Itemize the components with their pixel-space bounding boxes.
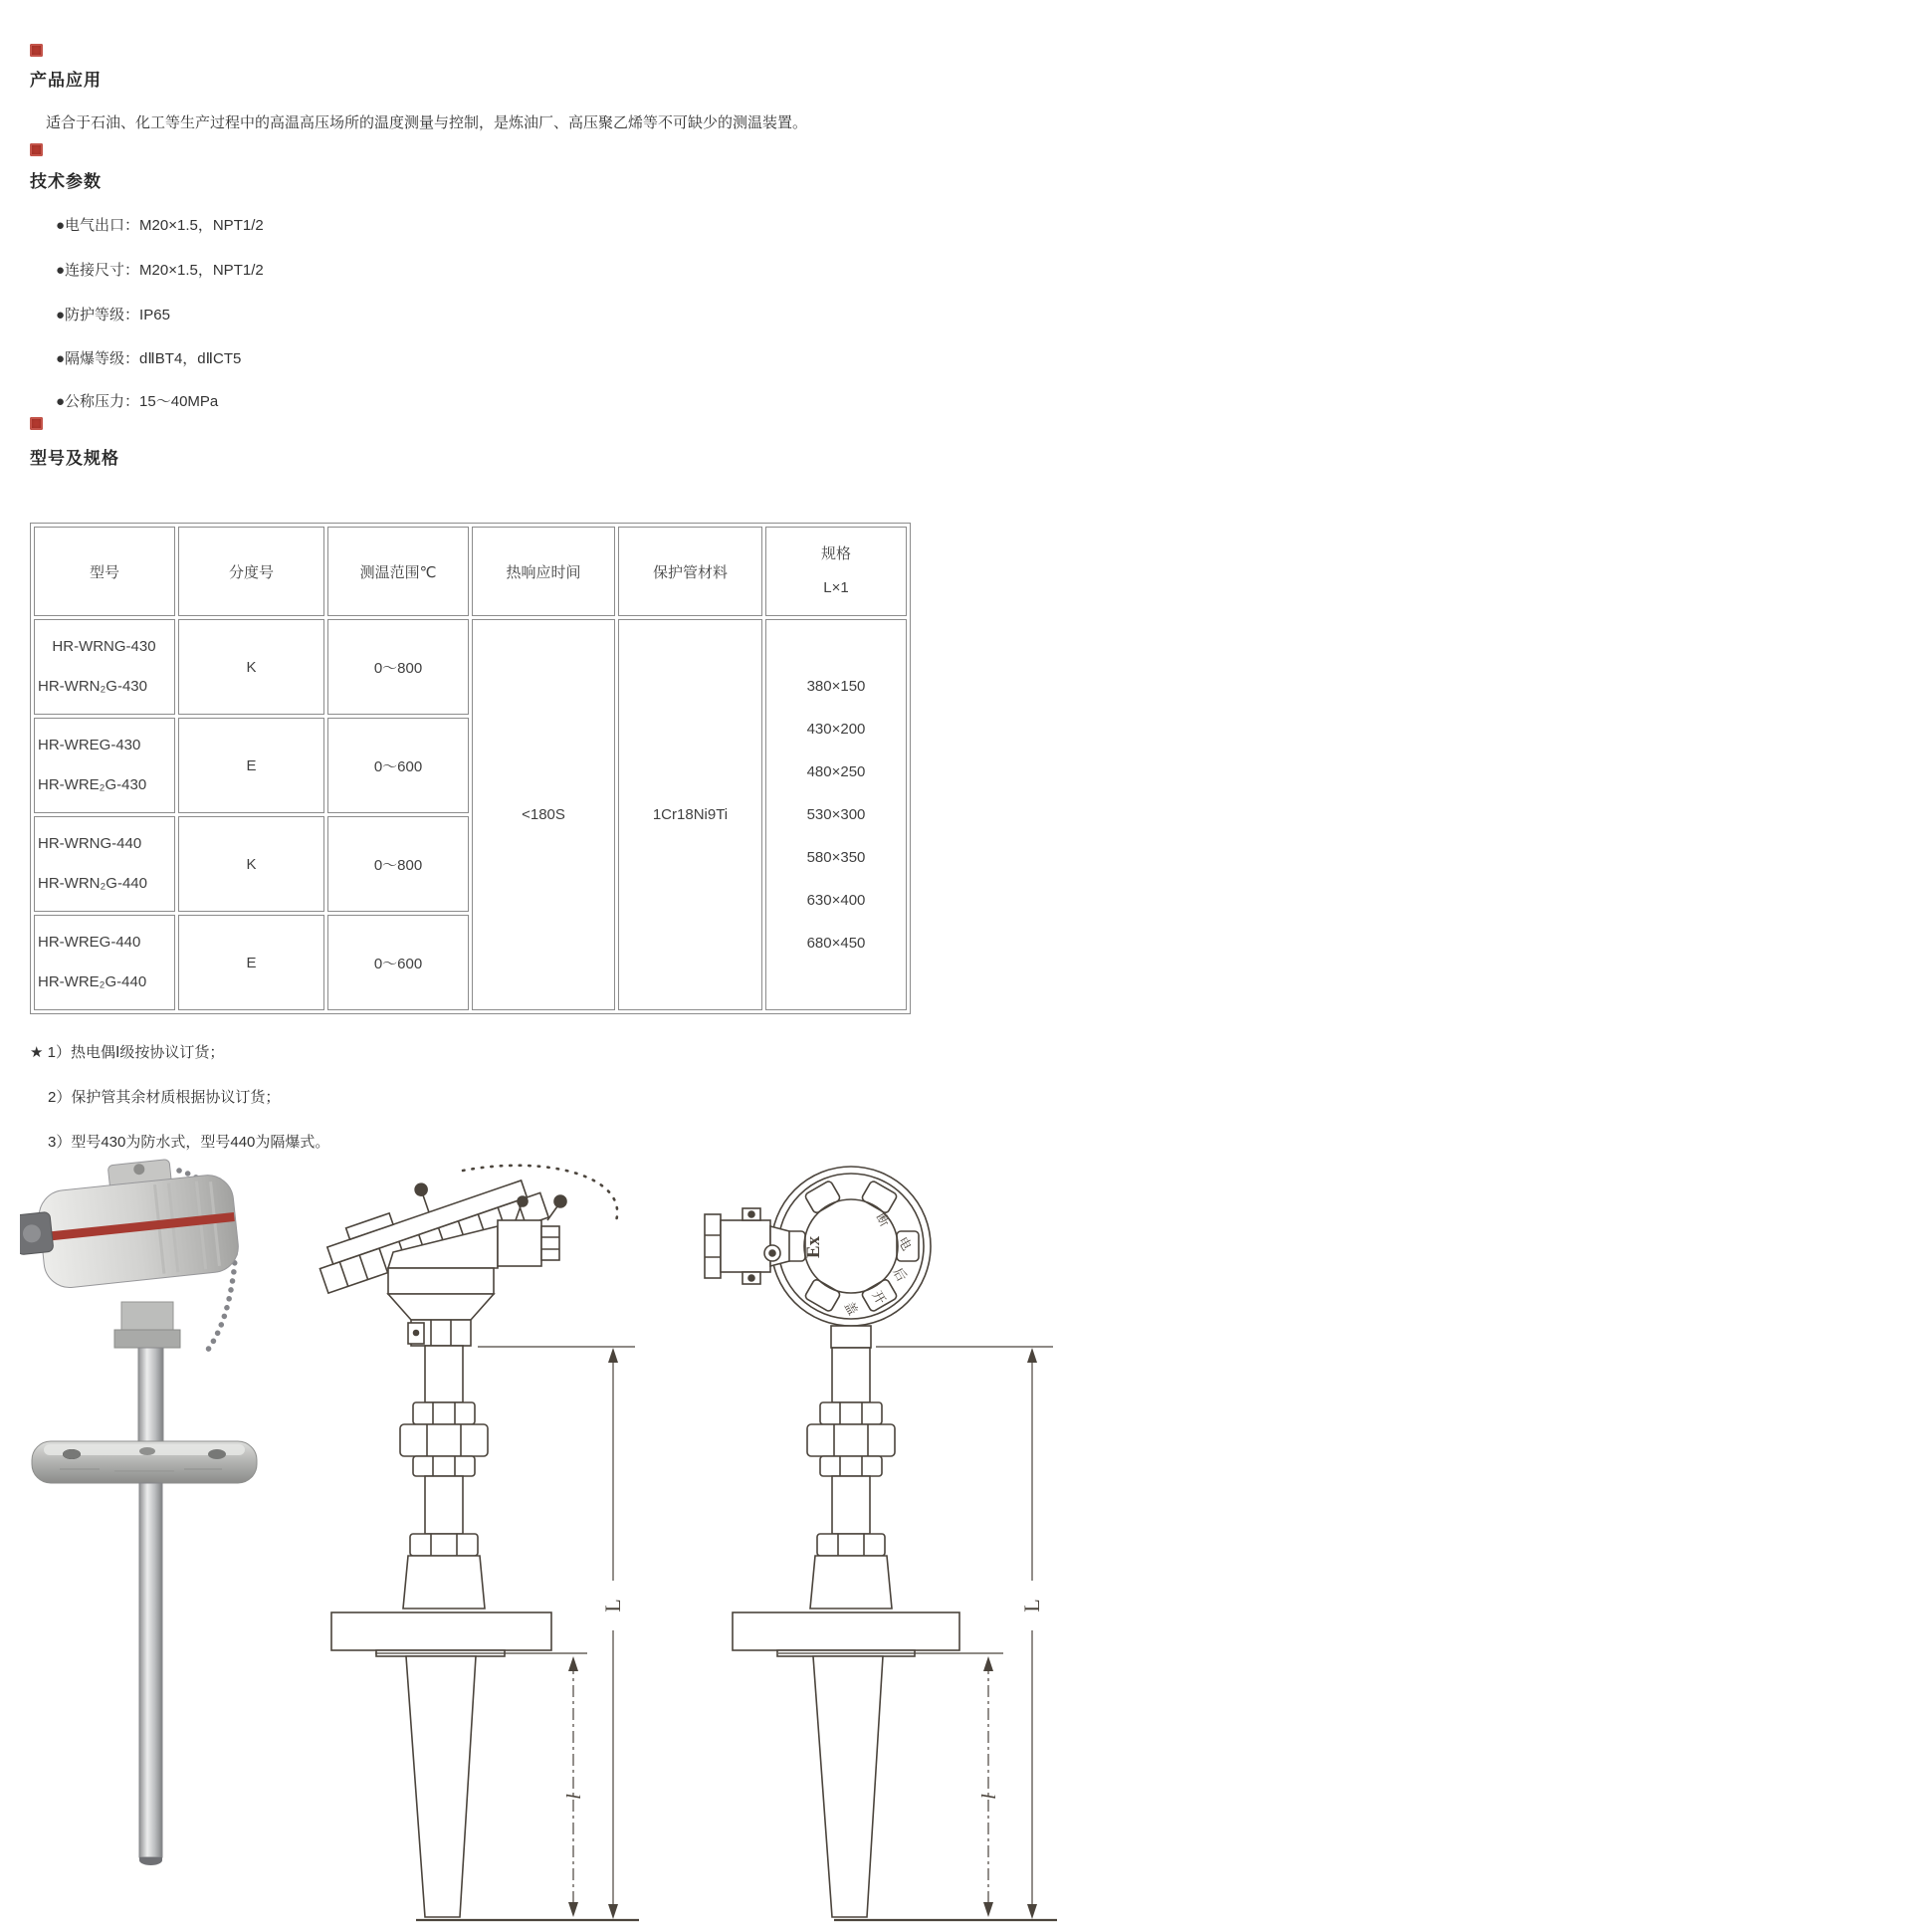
col-header-model: 型号 [34,527,175,616]
col-header-response: 热响应时间 [472,527,615,616]
models-heading: 型号及规格 [30,449,119,468]
flange [331,1612,551,1650]
dim-label-l: l [978,1794,1000,1800]
range-cell: 0～600 [327,915,469,1010]
graduation-cell: K [178,816,324,912]
model-cell [34,915,175,1010]
spec-size: 680×450 [806,935,866,952]
spec-size: 580×350 [806,849,866,866]
flange [733,1612,959,1650]
side-port [498,1220,541,1266]
spec-size: 530×300 [806,806,866,823]
spec-size: 480×250 [806,763,866,780]
tech-param-item: ●连接尺寸：M20×1.5，NPT1/2 [56,262,264,279]
cover-char: 电 [895,1234,915,1253]
col-header-spec-line2: L×1 [823,579,849,596]
graduation-cell: E [178,915,324,1010]
dimension-l [375,1653,587,1917]
model-name: HR-WRN₂G-440 [38,875,147,892]
flange [32,1441,257,1483]
dim-label-L: L [1019,1599,1044,1612]
footnote: ★ 1）热电偶Ⅰ级按协议订货； [30,1044,225,1061]
model-name: HR-WRNG-440 [38,835,142,852]
range-cell: 0～800 [327,816,469,912]
cover-char: 断 [873,1210,893,1229]
model-cell [34,619,175,715]
tech-param-item: ●隔爆等级：dⅡBT4，dⅡCT5 [56,350,242,367]
application-body-text: 适合于石油、化工等生产过程中的高温高压场所的温度测量与控制，是炼油厂、高压聚乙烯等不可缺少的测温装置。 [46,114,808,131]
connection-head [20,1157,241,1293]
range-cell: 0～800 [327,619,469,715]
section-marker-icon [30,44,43,57]
col-header-spec-line1: 规格 [820,545,851,562]
dim-label-l: l [563,1794,585,1800]
tech-param-item: ●公称压力：15～40MPa [56,393,219,410]
figure-photo-flanged-thermocouple [20,1157,269,1931]
application-heading: 产品应用 [30,71,102,90]
figure-drawing-explosionproof-type [687,1155,1065,1932]
model-cell [34,816,175,912]
model-spec-table [30,523,911,1014]
range-cell: 0～600 [327,718,469,813]
model-name: HR-WREG-430 [38,737,141,753]
cover-char: 开 [869,1288,889,1307]
figure-drawing-waterproof-type [259,1155,647,1932]
model-name: HR-WRE₂G-430 [38,776,147,793]
model-name: HR-WRN₂G-430 [38,678,147,695]
col-header-range: 测温范围℃ [327,527,469,616]
model-name: HR-WREG-440 [38,934,141,951]
cover-char: 盖 [841,1299,861,1318]
table-row [34,619,907,715]
model-cell [34,718,175,813]
section-marker-icon [30,417,43,430]
section-marker-icon [30,143,43,156]
spec-sizes-cell [765,619,907,1010]
footnote: 2）保护管其余材质根据协议订货； [48,1089,281,1106]
process-hex-nut [807,1424,895,1456]
process-hex-nut [400,1424,488,1456]
footnote: 3）型号430为防水式，型号440为隔爆式。 [48,1134,330,1151]
spec-size: 630×400 [806,892,866,909]
col-header-spec [765,527,907,616]
col-header-material: 保护管材料 [618,527,762,616]
model-name: HR-WRE₂G-440 [38,973,147,990]
dimension-l [778,1653,1003,1917]
tech-param-item: ●防护等级：IP65 [56,307,170,323]
graduation-cell: E [178,718,324,813]
tech-params-heading: 技术参数 [30,172,102,191]
model-name: HR-WRNG-430 [52,638,156,655]
tapered-probe [813,1656,883,1917]
spec-size: 380×150 [806,678,866,695]
tapered-probe [406,1656,476,1917]
dim-label-L: L [600,1599,625,1612]
material-cell: 1Cr18Ni9Ti [618,619,762,1010]
spec-size: 430×200 [806,721,866,738]
ex-mark: Ex [803,1235,824,1259]
cover-char: 后 [890,1265,910,1284]
response-time-cell: <180S [472,619,615,1010]
tech-param-item: ●电气出口：M20×1.5，NPT1/2 [56,217,264,234]
col-header-graduation: 分度号 [178,527,324,616]
graduation-cell: K [178,619,324,715]
